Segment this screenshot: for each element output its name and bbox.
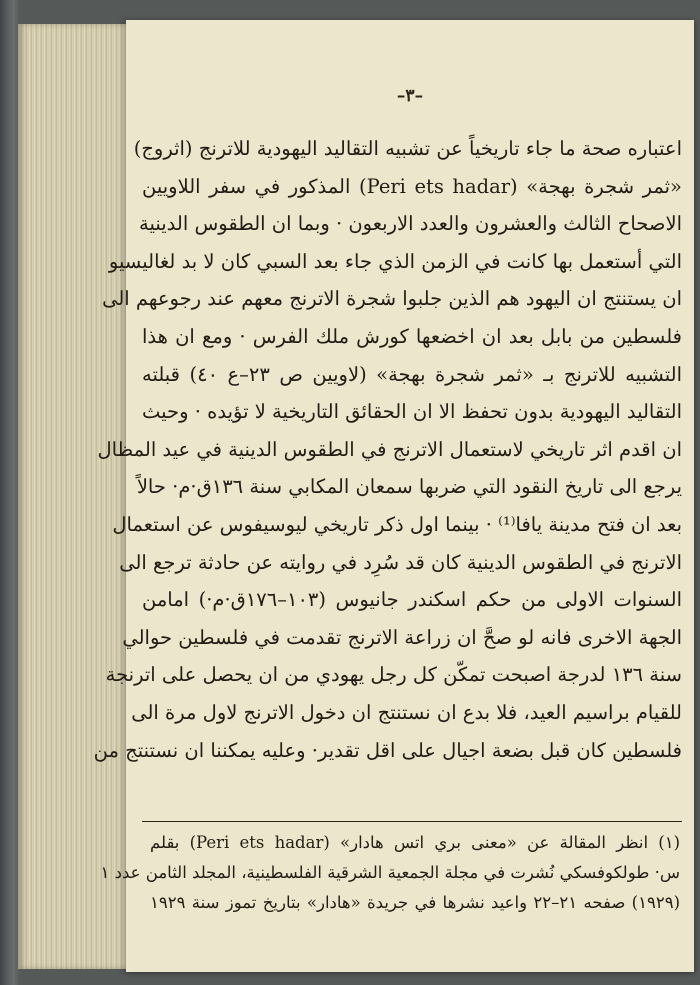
text-line: بعد ان فتح مدينة يافا⁽¹⁾ · بينما اول ذكر تاريخي ليوسيفوس عن استعمال [112, 512, 682, 536]
text-line: الاترنج في الطقوس الدينية كان قد سُرِد في روايته عن حادثة ترجع الى [119, 550, 682, 574]
text-line: اعتباره صحة ما جاء تاريخياً عن تشبيه التقاليد اليهودية للاترنج (اثروج) [133, 137, 682, 160]
text-line: الاصحاح الثالث والعشرون والعدد الاربعون · وبما ان الطقوس الدينية [139, 212, 682, 236]
text-line: فلسطين من بابل بعد ان اخضعها كورش ملك الفرس · ومع ان هذا [142, 324, 682, 348]
text-line: التي أستعمل بها كانت في الزمن الذي جاء بعد السبي كان لا بد لغاليسيو [108, 249, 682, 273]
body-text [93, 130, 683, 769]
text-line: الجهة الاخرى فانه لو صحَّ ان زراعة الاترنج تقدمت في فلسطين حوالي [122, 625, 682, 649]
text-line: التقاليد اليهودية بدون تحفظ الا ان الحقائق التاريخية لا تؤيده · وحيث [142, 400, 682, 424]
text-line: ان يستنتج ان اليهود هم الذين جلبوا شجرة الاترنج معهم عند رجوعهم الى [102, 287, 682, 311]
footnote-line: (١٩٢٩) صفحه ٢١–٢٢ واعيد نشرها في جريدة «هادار» بتاريخ تموز سنة ١٩٢٩ [150, 893, 680, 912]
footnote-divider [142, 821, 682, 822]
text-line: سنة ١٣٦ لدرجة اصبحت تمكّن كل رجل يهودي من ان يحصل على اترنجة [105, 663, 682, 687]
text-line: يرجع الى تاريخ النقود التي ضربها سمعان المكابي سنة ١٣٦ق·م· حالاً [136, 475, 682, 499]
footnote [100, 828, 680, 918]
text-line: التشبيه للاترنج بـ «ثمر شجرة بهجة» (لاويين ص ٢٣–ع ٤٠) قبلته [142, 362, 682, 386]
page-number: –٣– [396, 86, 424, 106]
text-line: «ثمر شجرة بهجة» (Peri ets hadar) المذكور في سفر اللاويين [142, 174, 682, 198]
footnote-line: س· طولكوفسكي نُشرت في مجلة الجمعية الشرقية الفلسطينية، المجلد الثامن عدد ١ [100, 863, 680, 882]
text-line: ان اقدم اثر تاريخي لاستعمال الاترنج في الطقوس الدينية في عيد المظال [97, 437, 682, 461]
text-line: للقيام براسيم العيد، فلا بدع ان نستنتج ان دخول الاترنج لاول مرة الى [131, 700, 682, 724]
book-page [93, 20, 694, 972]
text-line: فلسطين كان قبل بضعة اجيال على اقل تقدير· وعليه يمكننا ان نستنتج من [93, 738, 682, 762]
footnote-line: (١) انظر المقالة عن «معنى بري اتس هادار» (Peri ets hadar) بقلم [150, 833, 680, 852]
text-line: السنوات الاولى من حكم اسكندر جانيوس (١٠٣–١٧٦ق·م·) امامن [142, 588, 683, 612]
book-page-edges [18, 24, 137, 969]
